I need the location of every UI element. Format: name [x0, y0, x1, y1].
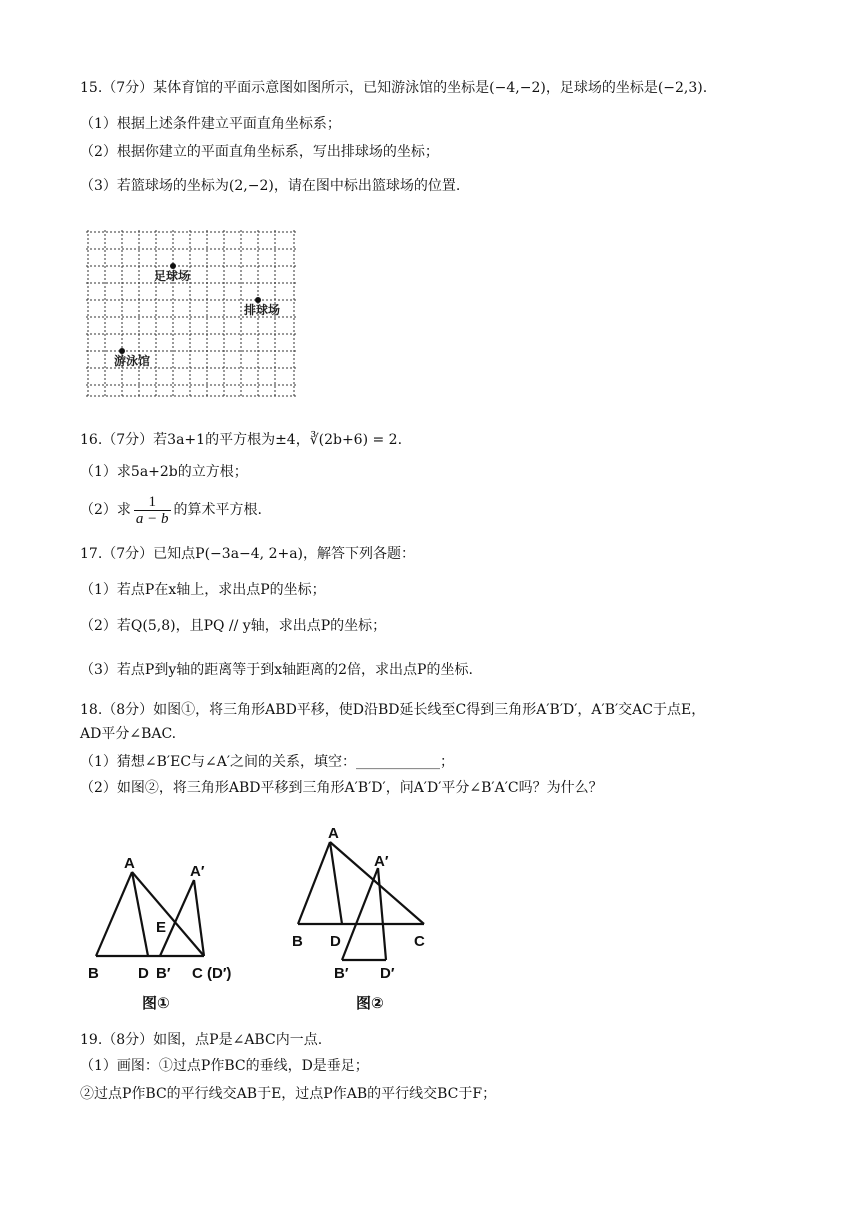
fig2-caption: 图②: [356, 995, 384, 1012]
fig2-label-D-prime: D′: [380, 965, 395, 982]
q16-fraction-numerator: 1: [148, 493, 156, 510]
q18-stem-line1: 18.（8分）如图①，将三角形ABD平移，使D沿BD延长线至C得到三角形A′B′D′，A′B′交AC于点E，: [80, 702, 706, 718]
q16-fraction-denominator: a − b: [135, 510, 169, 527]
q17-part3: （3）若点P到y轴的距离等于到x轴距离的2倍，求出点P的坐标.: [80, 662, 473, 678]
football-label: 足球场: [154, 269, 191, 283]
q16-part1: （1）求5a+2b的立方根；: [80, 464, 248, 480]
fig1-caption: 图①: [142, 995, 170, 1012]
q17-part2: （2）若Q(5,8)，且PQ // y轴，求出点P的坐标；: [80, 618, 387, 634]
fig1-label-C-Dprime: C (D′): [192, 965, 232, 982]
q16-part2: [80, 493, 262, 527]
q18-part1: （1）猜想∠B′EC与∠A′之间的关系，填空：____________；: [80, 754, 455, 770]
q16-part2-suffix: 的算术平方根.: [173, 502, 262, 518]
q15-stem: 15.（7分）某体育馆的平面示意图如图所示，已知游泳馆的坐标是(−4,−2)，足球场的坐标是(−2,3).: [80, 80, 708, 96]
fig2-label-A: A: [328, 825, 339, 842]
q16-fraction: [134, 494, 171, 527]
q16-part2-prefix: （2）求: [80, 502, 131, 518]
q19-part2: ②过点P作BC的平行线交AB于E，过点P作AB的平行线交BC于F；: [80, 1086, 497, 1102]
fig1-label-A-prime: A′: [190, 863, 205, 880]
fig1-label-E: E: [156, 919, 167, 936]
q19-stem: 19.（8分）如图，点P是∠ABC内一点.: [80, 1032, 323, 1048]
volleyball-label: 排球场: [244, 303, 281, 317]
figure-1: [84, 848, 264, 1018]
q15-part3: （3）若篮球场的坐标为(2,−2)，请在图中标出篮球场的位置.: [80, 178, 461, 194]
fig2-label-B: B: [292, 933, 303, 950]
swimming-label: 游泳馆: [114, 354, 151, 368]
stadium-grid-figure: [84, 228, 300, 400]
q17-part1: （1）若点P在x轴上，求出点P的坐标；: [80, 582, 326, 598]
q18-stem-line2: AD平分∠BAC.: [80, 726, 177, 742]
fig2-label-D: D: [330, 933, 341, 950]
figure-2: [286, 822, 436, 1018]
q15-part1: （1）根据上述条件建立平面直角坐标系；: [80, 116, 341, 132]
fig1-label-B-prime: B′: [156, 965, 171, 982]
q17-stem: 17.（7分）已知点P(−3a−4, 2+a)，解答下列各题：: [80, 546, 416, 562]
q16-stem: 16.（7分）若3a+1的平方根为±4，∛(2b+6) = 2.: [80, 432, 403, 448]
fig2-label-A-prime: A′: [374, 853, 389, 870]
fig1-label-A: A: [124, 855, 135, 872]
q15-part2: （2）根据你建立的平面直角坐标系，写出排球场的坐标；: [80, 144, 439, 160]
fig1-label-D: D: [138, 965, 149, 982]
q18-part2: （2）如图②，将三角形ABD平移到三角形A′B′D′，问A′D′平分∠B′A′C吗？为什么？: [80, 780, 603, 796]
fig2-label-B-prime: B′: [334, 965, 349, 982]
fig2-label-C: C: [414, 933, 425, 950]
fig1-label-B: B: [88, 965, 99, 982]
q19-part1: （1）画图：①过点P作BC的垂线，D是垂足；: [80, 1058, 369, 1074]
